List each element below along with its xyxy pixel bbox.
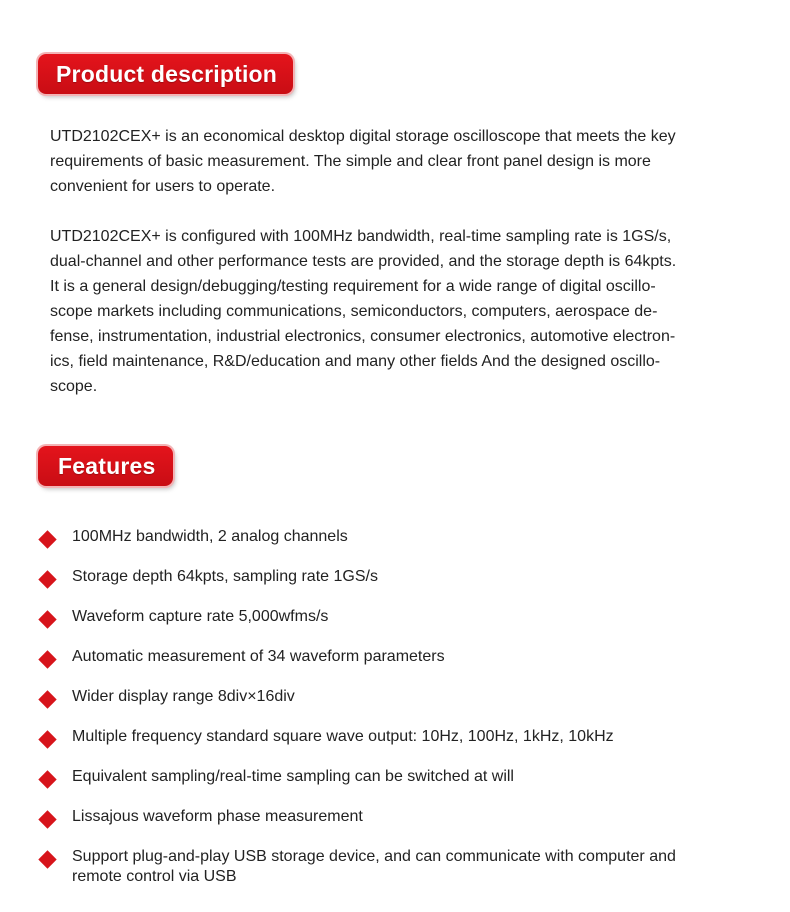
diamond-bullet-icon <box>38 530 56 548</box>
feature-text: Lissajous waveform phase measurement <box>72 808 363 825</box>
feature-item <box>0 805 790 845</box>
feature-text: Storage depth 64kpts, sampling rate 1GS/s <box>72 568 378 585</box>
diamond-bullet-icon <box>38 850 56 868</box>
diamond-bullet-icon <box>38 810 56 828</box>
feature-text: Automatic measurement of 34 waveform parameters <box>72 648 445 665</box>
feature-text: Support plug-and-play USB storage device, and can communicate with computer and remote control via USB <box>72 848 676 885</box>
diamond-bullet-icon <box>38 570 56 588</box>
feature-text: Wider display range 8div×16div <box>72 688 295 705</box>
feature-item <box>0 725 790 765</box>
description-paragraph-2: UTD2102CEX+ is configured with 100MHz bandwidth, real-time sampling rate is 1GS/s, dual-channel and other performance tests are provided, and the storage depth is 64kpts. It is a general design/debugging/testing requirement for a wide range of digital oscillo- scope markets including communications, semiconductors, computers, aerospace de- fense, instrumentation, industrial electronics, consumer electronics, automotive electron- ics, field maintenance, R&D/education and many other fields And the designed oscillo- scope. <box>50 228 677 395</box>
diamond-bullet-icon <box>38 610 56 628</box>
description-paragraph-1: UTD2102CEX+ is an economical desktop digital storage oscilloscope that meets the key requirements of basic measurement. The simple and clear front panel design is more convenient for users to operate. <box>50 128 676 195</box>
feature-text: Multiple frequency standard square wave output: 10Hz, 100Hz, 1kHz, 10kHz <box>72 728 614 745</box>
feature-item <box>0 685 790 725</box>
feature-item <box>0 525 790 565</box>
feature-text: Equivalent sampling/real-time sampling can be switched at will <box>72 768 514 785</box>
diamond-bullet-icon <box>38 730 56 748</box>
diamond-bullet-icon <box>38 650 56 668</box>
feature-item <box>0 845 790 885</box>
feature-item <box>0 605 790 645</box>
feature-item <box>0 645 790 685</box>
feature-item <box>0 765 790 805</box>
feature-text: 100MHz bandwidth, 2 analog channels <box>72 528 348 545</box>
diamond-bullet-icon <box>38 770 56 788</box>
feature-item <box>0 565 790 605</box>
feature-text: Waveform capture rate 5,000wfms/s <box>72 608 329 625</box>
product-description-heading: Product description <box>38 54 293 94</box>
features-heading: Features <box>38 446 173 486</box>
features-list <box>0 525 790 885</box>
diamond-bullet-icon <box>38 690 56 708</box>
